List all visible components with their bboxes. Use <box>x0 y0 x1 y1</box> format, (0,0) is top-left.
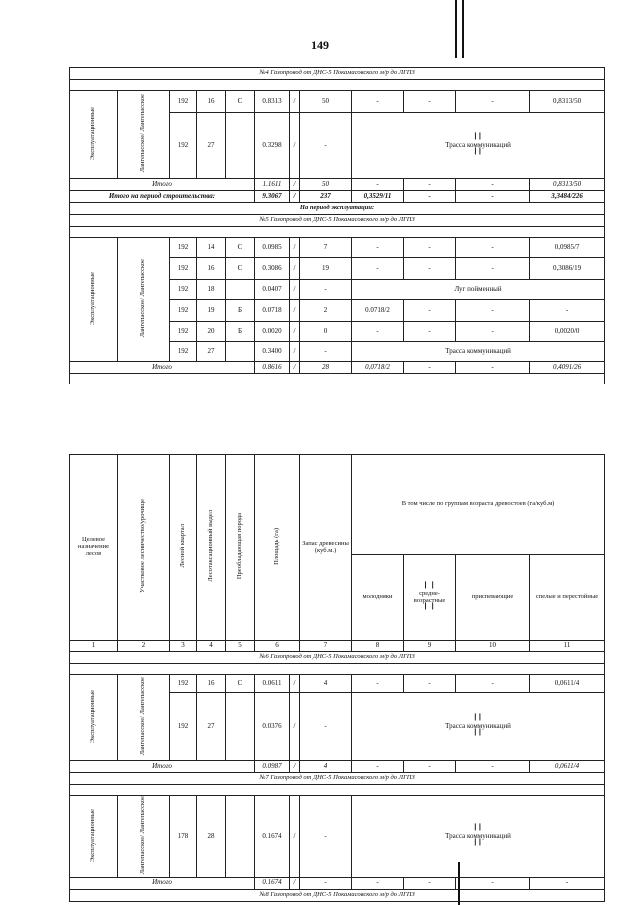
ripening-cell: - <box>456 238 530 258</box>
vydel-cell: 19 <box>197 300 226 322</box>
header-forestry: Участковое лесничество/урочище <box>118 455 170 641</box>
total-middle: - <box>404 179 456 191</box>
species-cell: С <box>226 675 255 693</box>
total-area: 9.3067 <box>255 191 290 203</box>
total-ripening: - <box>456 761 530 773</box>
note-cell <box>352 280 605 300</box>
slash-cell: / <box>290 342 300 362</box>
ripe-cell: 0,0985/7 <box>530 238 605 258</box>
total-slash: / <box>290 179 300 191</box>
total-ripening: - <box>456 179 530 191</box>
quarter-cell: 192 <box>170 113 197 179</box>
stock-cell: 50 <box>300 91 352 113</box>
section-title: №7 Газопровод от ДНС-5 Покамасовского м/р до ЛГПЗ <box>70 773 605 785</box>
note-cell <box>352 113 605 179</box>
note-text: Луг пойменный <box>454 284 502 293</box>
species-cell <box>226 693 255 761</box>
total-ripening: - <box>456 191 530 203</box>
slash-cell: / <box>290 280 300 300</box>
total-ripening: - <box>456 877 530 889</box>
last-title-row <box>70 889 605 901</box>
ripening-cell: - <box>456 322 530 342</box>
category-cell <box>70 238 118 362</box>
header-group: В том числе по группам возраста древостоев (га/куб.м) <box>352 455 605 555</box>
column-number: 4 <box>197 641 226 652</box>
quarter-cell: 192 <box>170 300 197 322</box>
quarter-cell: 178 <box>170 796 197 878</box>
total-area: 1.1611 <box>255 179 290 191</box>
stock-cell: 0 <box>300 322 352 342</box>
forest-table-1 <box>69 67 605 384</box>
young-cell: - <box>352 258 404 280</box>
section-title: №6 Газопровод от ДНС-5 Покамасовского м/р до ЛГПЗ <box>70 652 605 664</box>
middle-cell: - <box>404 675 456 693</box>
vydel-cell: 28 <box>197 796 226 878</box>
period-total-row <box>70 191 605 203</box>
total-ripe: 3,3484/226 <box>530 191 605 203</box>
slash-cell: / <box>290 113 300 179</box>
section-title: №5 Газопровод от ДНС-5 Покамасовского м/р до ЛГПЗ <box>70 215 605 227</box>
species-cell <box>226 280 255 300</box>
total-stock: - <box>300 877 352 889</box>
slash-cell: / <box>290 238 300 258</box>
total-label: Итого <box>70 877 255 889</box>
note-text: Трасса коммуникаций <box>445 140 511 149</box>
total-area: 0.8616 <box>255 362 290 374</box>
header-area: Площадь (га) <box>255 455 300 641</box>
slash-cell: / <box>290 322 300 342</box>
category-label: Эксплуатационные <box>89 271 97 325</box>
quarter-cell: 192 <box>170 322 197 342</box>
total-stock: 4 <box>300 761 352 773</box>
stock-cell: - <box>300 280 352 300</box>
species-cell: С <box>226 238 255 258</box>
vydel-cell: 16 <box>197 675 226 693</box>
total-stock: 28 <box>300 362 352 374</box>
total-slash: / <box>290 877 300 889</box>
middle-cell: - <box>404 238 456 258</box>
note-text: Трасса коммуникаций <box>445 721 511 730</box>
total-row <box>70 761 605 773</box>
forestry-cell <box>118 675 170 761</box>
note-text: Трасса коммуникаций <box>445 831 511 840</box>
total-label: Итого <box>70 362 255 374</box>
ripening-cell: - <box>456 258 530 280</box>
section-title: №8 Газопровод от ДНС-5 Покамасовского м/р до ЛГПЗ <box>70 889 605 901</box>
forestry-label: Лангепасское/ Лангепасское <box>139 94 147 173</box>
section-title-row <box>70 215 605 227</box>
category-label: Эксплуатационные <box>89 808 97 862</box>
total-row <box>70 179 605 191</box>
vydel-cell: 20 <box>197 322 226 342</box>
spacer-row <box>70 785 605 796</box>
vydel-cell: 18 <box>197 280 226 300</box>
area-cell: 0.0376 <box>255 693 290 761</box>
forestry-label: Лангепасское/ Лангепасское <box>139 259 147 338</box>
slash-cell: / <box>290 91 300 113</box>
category-cell <box>70 675 118 761</box>
scan-mark: ┃┃ <box>473 824 483 831</box>
total-young: - <box>352 761 404 773</box>
species-cell <box>226 113 255 179</box>
category-cell <box>70 796 118 878</box>
species-cell: С <box>226 258 255 280</box>
forestry-label: Лангепасское/ Лангепасское <box>139 677 147 756</box>
scan-mark: ┃┃ <box>473 839 483 846</box>
ripe-cell: 0,8313/50 <box>530 91 605 113</box>
note-cell <box>352 342 605 362</box>
note-cell <box>352 693 605 761</box>
species-cell <box>226 796 255 878</box>
total-area: 0.1674 <box>255 877 290 889</box>
slash-cell: / <box>290 675 300 693</box>
slash-cell: / <box>290 796 300 878</box>
scan-mark: ┃┃ <box>473 730 483 737</box>
table-row <box>70 675 605 693</box>
header-ripe: спелые и перестойные <box>530 555 605 641</box>
quarter-cell: 192 <box>170 693 197 761</box>
total-young: - <box>352 179 404 191</box>
species-cell: Б <box>226 300 255 322</box>
table-row <box>70 238 605 258</box>
stock-cell: 2 <box>300 300 352 322</box>
forestry-cell <box>118 796 170 878</box>
total-slash: / <box>290 191 300 203</box>
species-cell <box>226 342 255 362</box>
note-text: Трасса коммуникаций <box>445 346 511 355</box>
column-number: 9 <box>404 641 456 652</box>
total-row <box>70 362 605 374</box>
table-row <box>70 91 605 113</box>
total-area: 0.0987 <box>255 761 290 773</box>
ripe-cell: 0,3086/19 <box>530 258 605 280</box>
spacer-row <box>70 227 605 238</box>
total-stock: 237 <box>300 191 352 203</box>
total-middle: - <box>404 191 456 203</box>
total-ripening: - <box>456 362 530 374</box>
total-young: 0,3529/11 <box>352 191 404 203</box>
column-number: 7 <box>300 641 352 652</box>
spacer-row <box>70 80 605 91</box>
column-number-row <box>70 641 605 652</box>
total-ripe: - <box>530 877 605 889</box>
scan-mark: ┃┃ <box>473 133 483 140</box>
header-stock: Запас древесины (куб.м.) <box>300 455 352 641</box>
scan-mark-top <box>455 0 457 58</box>
ripening-cell: - <box>456 300 530 322</box>
area-cell: 0.0718 <box>255 300 290 322</box>
forest-table-2 <box>69 454 605 902</box>
category-label: Эксплуатационные <box>89 689 97 743</box>
section-title-row <box>70 652 605 664</box>
header-vydel: Лесотаксационный выдел <box>197 455 226 641</box>
quarter-cell: 192 <box>170 91 197 113</box>
area-cell: 0.1674 <box>255 796 290 878</box>
area-cell: 0.0611 <box>255 675 290 693</box>
young-cell: - <box>352 322 404 342</box>
quarter-cell: 192 <box>170 342 197 362</box>
young-cell: - <box>352 91 404 113</box>
middle-cell: - <box>404 300 456 322</box>
vydel-cell: 27 <box>197 113 226 179</box>
stock-cell: - <box>300 796 352 878</box>
area-cell: 0.0407 <box>255 280 290 300</box>
slash-cell: / <box>290 258 300 280</box>
total-middle: - <box>404 362 456 374</box>
column-number: 3 <box>170 641 197 652</box>
area-cell: 0.0020 <box>255 322 290 342</box>
total-ripe: 0,0611/4 <box>530 761 605 773</box>
young-cell: 0.0718/2 <box>352 300 404 322</box>
section-title-row <box>70 773 605 785</box>
vydel-cell: 27 <box>197 693 226 761</box>
header-row <box>70 455 605 555</box>
middle-cell: - <box>404 258 456 280</box>
quarter-cell: 192 <box>170 258 197 280</box>
total-slash: / <box>290 761 300 773</box>
quarter-cell: 192 <box>170 238 197 258</box>
species-cell: С <box>226 91 255 113</box>
operation-title-row <box>70 203 605 215</box>
scan-mark: ┃┃ <box>473 714 483 721</box>
species-cell: Б <box>226 322 255 342</box>
page-number: 149 <box>311 38 329 52</box>
young-cell: - <box>352 238 404 258</box>
spacer-row <box>70 374 605 385</box>
area-cell: 0.3086 <box>255 258 290 280</box>
total-stock: 50 <box>300 179 352 191</box>
stock-cell: 4 <box>300 675 352 693</box>
total-ripe: 0,8313/50 <box>530 179 605 191</box>
middle-cell: - <box>404 91 456 113</box>
ripe-cell: - <box>530 300 605 322</box>
column-number: 5 <box>226 641 255 652</box>
section-title: №4 Газопровод от ДНС-5 Покамасовского м/р до ЛГПЗ <box>70 68 605 80</box>
header-middle: ┃ ┃ средне-возрастные ┃ ┃ <box>404 555 456 641</box>
vydel-cell: 16 <box>197 91 226 113</box>
stock-cell: - <box>300 113 352 179</box>
ripe-cell: 0,0611/4 <box>530 675 605 693</box>
middle-cell: - <box>404 322 456 342</box>
section-title-row <box>70 68 605 80</box>
total-middle: - <box>404 761 456 773</box>
quarter-cell: 192 <box>170 280 197 300</box>
total-young: - <box>352 877 404 889</box>
slash-cell: / <box>290 693 300 761</box>
header-young: молодняки <box>352 555 404 641</box>
area-cell: 0.8313 <box>255 91 290 113</box>
area-cell: 0.3400 <box>255 342 290 362</box>
column-number: 6 <box>255 641 300 652</box>
stock-cell: 19 <box>300 258 352 280</box>
stock-cell: - <box>300 342 352 362</box>
category-label: Эксплуатационные <box>89 106 97 160</box>
column-number: 1 <box>70 641 118 652</box>
vydel-cell: 27 <box>197 342 226 362</box>
spacer-row <box>70 664 605 675</box>
table-row <box>70 796 605 878</box>
young-cell: - <box>352 675 404 693</box>
forestry-label: Лангепасское/ Лангепасское <box>139 796 147 875</box>
forestry-cell <box>118 91 170 179</box>
scan-mark: ┃┃ <box>473 149 483 156</box>
vydel-cell: 14 <box>197 238 226 258</box>
forestry-cell <box>118 238 170 362</box>
stock-cell: - <box>300 693 352 761</box>
scan-mark-top-2 <box>462 0 464 58</box>
header-quarter: Лесной квартал <box>170 455 197 641</box>
header-purpose: Целевое назначение лесов <box>70 455 118 641</box>
stock-cell: 7 <box>300 238 352 258</box>
section-title: На период эксплуатации: <box>70 203 605 215</box>
total-middle: - <box>404 877 456 889</box>
area-cell: 0.0985 <box>255 238 290 258</box>
total-slash: / <box>290 362 300 374</box>
column-number: 11 <box>530 641 605 652</box>
ripening-cell: - <box>456 91 530 113</box>
ripening-cell: - <box>456 675 530 693</box>
total-label: Итого <box>70 179 255 191</box>
vydel-cell: 16 <box>197 258 226 280</box>
ripe-cell: 0,0020/0 <box>530 322 605 342</box>
total-label: Итого <box>70 761 255 773</box>
area-cell: 0.3298 <box>255 113 290 179</box>
column-number: 10 <box>456 641 530 652</box>
total-row <box>70 877 605 889</box>
column-number: 8 <box>352 641 404 652</box>
column-number: 2 <box>118 641 170 652</box>
header-species: Преобладающая порода <box>226 455 255 641</box>
total-young: 0,0718/2 <box>352 362 404 374</box>
category-cell <box>70 91 118 179</box>
slash-cell: / <box>290 300 300 322</box>
note-cell <box>352 796 605 878</box>
total-label: Итого на период строительства: <box>70 191 255 203</box>
quarter-cell: 192 <box>170 675 197 693</box>
total-ripe: 0,4091/26 <box>530 362 605 374</box>
header-ripening: приспевающие <box>456 555 530 641</box>
